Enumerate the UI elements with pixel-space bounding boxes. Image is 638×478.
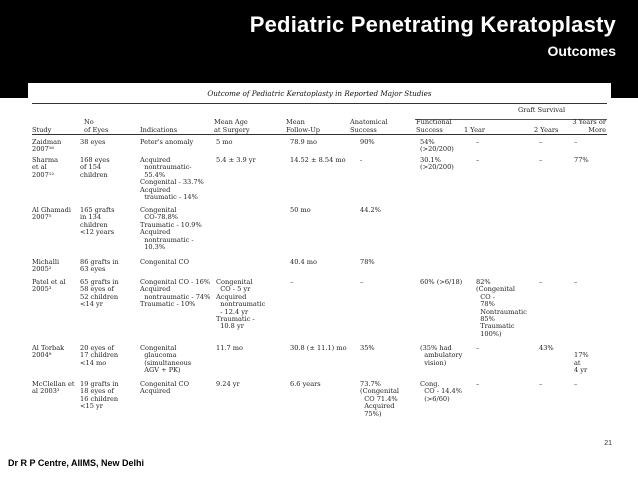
table-cell-study: Zaidman 2007¹⁶	[32, 138, 62, 154]
table-cell-func: 60% (>6/18)	[420, 278, 463, 286]
table-cell-fu: 40.4 mo	[290, 258, 317, 266]
table-cell-anat: -	[360, 156, 363, 164]
table-cell-func: 30.1% (>20/200)	[420, 156, 454, 172]
column-header: Functional Success	[416, 118, 452, 134]
table-cell-y1: 82% (Congenital CO - 78% Nontraumatic 85% Traumatic 100%)	[476, 278, 527, 338]
table-cell-eyes: 38 eyes	[80, 138, 106, 146]
column-header: Mean Follow-Up	[286, 118, 321, 134]
table-cell-y1: –	[476, 138, 480, 146]
table-cell-fu: 50 mo	[290, 206, 311, 214]
column-header: Mean Age at Surgery	[214, 118, 250, 134]
table-cell-eyes: 165 grafts in 134 children <12 years	[80, 206, 115, 237]
table-cell-age: 11.7 mo	[216, 344, 243, 352]
slide-subtitle: Outcomes	[547, 43, 616, 59]
table-cell-anat: 35%	[360, 344, 375, 352]
table-cell-y3: –	[574, 380, 578, 388]
table-cell-y2: 43%	[539, 344, 554, 352]
table-cell-y3: –	[574, 278, 578, 286]
table-cell-eyes: 20 eyes of 17 children <14 mo	[80, 344, 119, 367]
table-top-rule	[32, 103, 607, 104]
table-cell-fu: 6.6 years	[290, 380, 321, 388]
column-header: Anatomical Success	[350, 118, 388, 134]
table-cell-y3: 77%	[574, 156, 589, 164]
table-cell-ind: Congenital glaucoma (simultaneous AGV + PK)	[140, 344, 192, 375]
table-cell-y3: 17% at 4 yr	[574, 351, 589, 375]
table-cell-ind: Congenital CO Acquired	[140, 380, 189, 396]
column-header: 2 Years	[534, 126, 559, 134]
table-cell-y1: –	[476, 344, 480, 352]
column-header: 1 Year	[464, 126, 486, 134]
graft-survival-header: Graft Survival	[518, 106, 566, 114]
table-cell-fu: 30.8 (± 11.1) mo	[290, 344, 347, 352]
table-cell-fu: 14.52 ± 8.54 mo	[290, 156, 346, 164]
table-cell-func: 54% (>20/200)	[420, 138, 454, 154]
table-cell-y1: –	[476, 380, 480, 388]
table-cell-study: Patel et al 2005³	[32, 278, 66, 294]
table-caption: Outcome of Pediatric Keratoplasty in Reported Major Studies	[207, 89, 432, 98]
table-cell-age: 9.24 yr	[216, 380, 240, 388]
table-cell-ind: Congenital CO	[140, 258, 189, 266]
table-cell-y3: –	[574, 138, 578, 146]
table-cell-anat: 90%	[360, 138, 375, 146]
column-header: Indications	[140, 126, 178, 134]
table-cell-y2: –	[539, 138, 543, 146]
table-cell-y2: –	[539, 278, 543, 286]
column-header: Study	[32, 126, 52, 134]
table-cell-anat: –	[360, 278, 364, 286]
table-cell-study: Michalli 2005²	[32, 258, 60, 274]
column-header: 3 Years or More	[572, 118, 606, 134]
slide-title: Pediatric Penetrating Keratoplasty	[249, 12, 616, 37]
table-cell-age: Congenital CO - 5 yr Acquired nontraumatic - 12.4 yr Traumatic - 10.8 yr	[216, 278, 266, 331]
table-cell-ind: Congenital CO-78.8% Traumatic - 10.9% Acquired nontraumatic - 10.3%	[140, 206, 202, 252]
table-cell-eyes: 19 grafts in 18 eyes of 16 children <15 yr	[80, 380, 119, 411]
table-cell-func: Cong. CO - 14.4% (>6/60)	[420, 380, 463, 403]
table-cell-eyes: 86 grafts in 63 eyes	[80, 258, 119, 274]
table-cell-ind: Congenital CO - 16% Acquired nontraumatic - 74% Traumatic - 10%	[140, 278, 211, 309]
table-cell-anat: 73.7% (Congenital CO 71.4% Acquired 75%)	[360, 380, 400, 418]
table-cell-ind: Peter's anomaly	[140, 138, 194, 146]
table-cell-eyes: 65 grafts in 58 eyes of 52 children <14 yr	[80, 278, 119, 309]
table-cell-study: Al Torbak 2004⁸	[32, 344, 65, 360]
table-cell-fu: –	[290, 278, 294, 286]
table-cell-y2: –	[539, 156, 543, 164]
page-number: 21	[604, 440, 612, 447]
table-image	[28, 83, 611, 418]
table-cell-ind: Acquired nontraumatic- 55.4% Congenital - 33.7% Acquired traumatic - 14%	[140, 156, 204, 202]
table-cell-y2: –	[539, 380, 543, 388]
table-cell-fu: 78.9 mo	[290, 138, 317, 146]
table-cell-age: 5 mo	[216, 138, 233, 146]
footer-credit: Dr R P Centre, AIIMS, New Delhi	[8, 458, 145, 468]
table-cell-age: 5.4 ± 3.9 yr	[216, 156, 256, 164]
table-cell-study: McClellan et al 2003³	[32, 380, 75, 396]
table-cell-study: Sharma et al 2007¹²	[32, 156, 59, 179]
column-header: No of Eyes	[84, 118, 109, 134]
table-cell-anat: 44.2%	[360, 206, 381, 214]
table-cell-anat: 78%	[360, 258, 375, 266]
table-cell-eyes: 168 eyes of 154 children	[80, 156, 110, 179]
table-cell-func: (35% had ambulatory vision)	[420, 344, 463, 367]
table-cell-study: Al Ghamadi 2007⁵	[32, 206, 71, 222]
table-cell-y1: –	[476, 156, 480, 164]
